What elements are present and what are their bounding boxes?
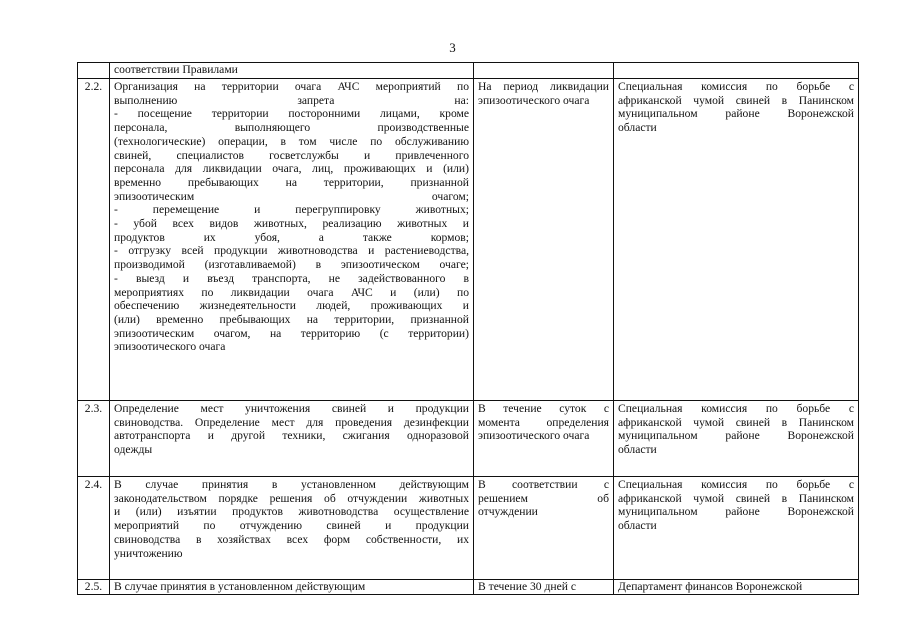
measure-description-line: эпизоотическим очагом, на территорию (с территории) [114, 326, 469, 340]
measure-description-line: законодательством порядке решения об отчуждении животных [114, 491, 469, 505]
deadline-line: В течение суток с [478, 402, 609, 415]
page-number: 3 [449, 40, 456, 55]
responsible-party-line: муниципальном районе Воронежской [618, 429, 854, 443]
responsible-party-line: Специальная комиссия по борьбе с [618, 402, 854, 415]
deadline [474, 401, 614, 477]
responsible-party-line: Департамент финансов Воронежской [618, 581, 803, 593]
table-row [78, 477, 859, 580]
measure-description-line: и (или) изъятии продуктов животноводства осуществление [114, 505, 469, 519]
responsible-party-line: муниципальном районе Воронежской [618, 107, 854, 121]
responsible-party-line: Специальная комиссия по борьбе с [618, 478, 854, 491]
measure-description-line: мероприятиях по ликвидации очага АЧС и (или) по [114, 285, 469, 299]
responsible-party-line: области [618, 121, 657, 135]
table-row [78, 79, 859, 401]
measure-description-line: - отгрузку всей продукции животноводства и растениеводства, [114, 244, 469, 258]
measure-description-line: эпизоотическим очагом; [114, 189, 469, 203]
measure-description-line: - посещение территории посторонними лицами, кроме [114, 107, 469, 121]
responsible-party-line: Специальная комиссия по борьбе с [618, 80, 854, 93]
measure-description-line: персонала для ликвидации очага, лиц, проживающих и (или) [114, 162, 469, 176]
responsible-party-line: области [618, 443, 657, 457]
measure-description-line: свиней, специалистов госветслужбы и привлеченного [114, 148, 469, 162]
table-row [78, 580, 859, 595]
measure-description-line: выполнению запрета на: [114, 93, 469, 107]
responsible-party-line: африканской чумой свиней в Панинском [618, 93, 854, 107]
measure-description-line: мероприятий по отчуждению свиней и продукции [114, 519, 469, 533]
deadline-line: отчуждении [478, 505, 538, 519]
item-number: 2.5. [78, 580, 110, 595]
responsible-party-line: африканской чумой свиней в Панинском [618, 415, 854, 429]
measure-description [110, 63, 474, 79]
deadline [474, 63, 614, 79]
measure-description [110, 477, 474, 580]
measure-description-line: эпизоотического очага [114, 340, 226, 354]
item-number: 2.4. [78, 477, 110, 580]
measure-description-line: свиноводства. Определение мест для проведения дезинфекции [114, 415, 469, 429]
measure-description-line: одежды [114, 443, 153, 457]
measure-description-line: персонала, выполняющего производственные [114, 121, 469, 135]
measure-description-line: В случае принятия в установленном действующим [114, 478, 469, 491]
deadline-line: эпизоотического очага [478, 429, 590, 443]
measure-description-line: временно пребывающих на территории, признанной [114, 175, 469, 189]
responsible-party [614, 63, 859, 79]
measure-description [110, 580, 474, 595]
responsible-party [614, 580, 859, 595]
deadline [474, 477, 614, 580]
measures-table [77, 62, 859, 595]
item-number: 2.2. [78, 79, 110, 401]
measure-description-line: автотранспорта и другой техники, сжигания одноразовой [114, 429, 469, 443]
measure-description-line: Организация на территории очага АЧС мероприятий по [114, 80, 469, 93]
responsible-party [614, 401, 859, 477]
measure-description-line: свиноводства в хозяйствах всех форм собственности, их [114, 532, 469, 546]
responsible-party [614, 79, 859, 401]
item-number: 2.3. [78, 401, 110, 477]
deadline-line: В соответствии с [478, 478, 609, 491]
deadline-line: эпизоотического очага [478, 93, 590, 107]
measure-description [110, 79, 474, 401]
responsible-party [614, 477, 859, 580]
table-row [78, 63, 859, 79]
measure-description-line: (или) временно пребывающих на территории, признанной [114, 312, 469, 326]
measure-description [110, 401, 474, 477]
responsible-party-line: муниципальном районе Воронежской [618, 505, 854, 519]
measure-description-line: - выезд и въезд транспорта, не задействованного в [114, 271, 469, 285]
measure-description-line: соответствии Правилами [114, 64, 238, 76]
measure-description-line: В случае принятия в установленном действующим [114, 581, 366, 593]
deadline-line: В течение 30 дней с [478, 581, 576, 593]
deadline [474, 580, 614, 595]
measure-description-line: обеспечению жизнедеятельности людей, проживающих и [114, 299, 469, 313]
responsible-party-line: области [618, 519, 657, 533]
measure-description-line: уничтожению [114, 546, 183, 560]
deadline [474, 79, 614, 401]
deadline-line: решением об [478, 491, 609, 505]
measure-description-line: продуктов их убоя, а также кормов; [114, 230, 469, 244]
deadline-line: На период ликвидации [478, 80, 609, 93]
responsible-party-line: африканской чумой свиней в Панинском [618, 491, 854, 505]
measure-description-line: (технологические) операции, в том числе по обслуживанию [114, 134, 469, 148]
table-row [78, 401, 859, 477]
measure-description-line: Определение мест уничтожения свиней и продукции [114, 402, 469, 415]
measure-description-line: производимой (изготавливаемой) в эпизоотическом очаге; [114, 258, 469, 272]
measure-description-line: - перемещение и перегруппировку животных; [114, 203, 469, 217]
item-number [78, 63, 110, 79]
measure-description-line: - убой всех видов животных, реализацию животных и [114, 217, 469, 231]
deadline-line: момента определения [478, 415, 609, 429]
